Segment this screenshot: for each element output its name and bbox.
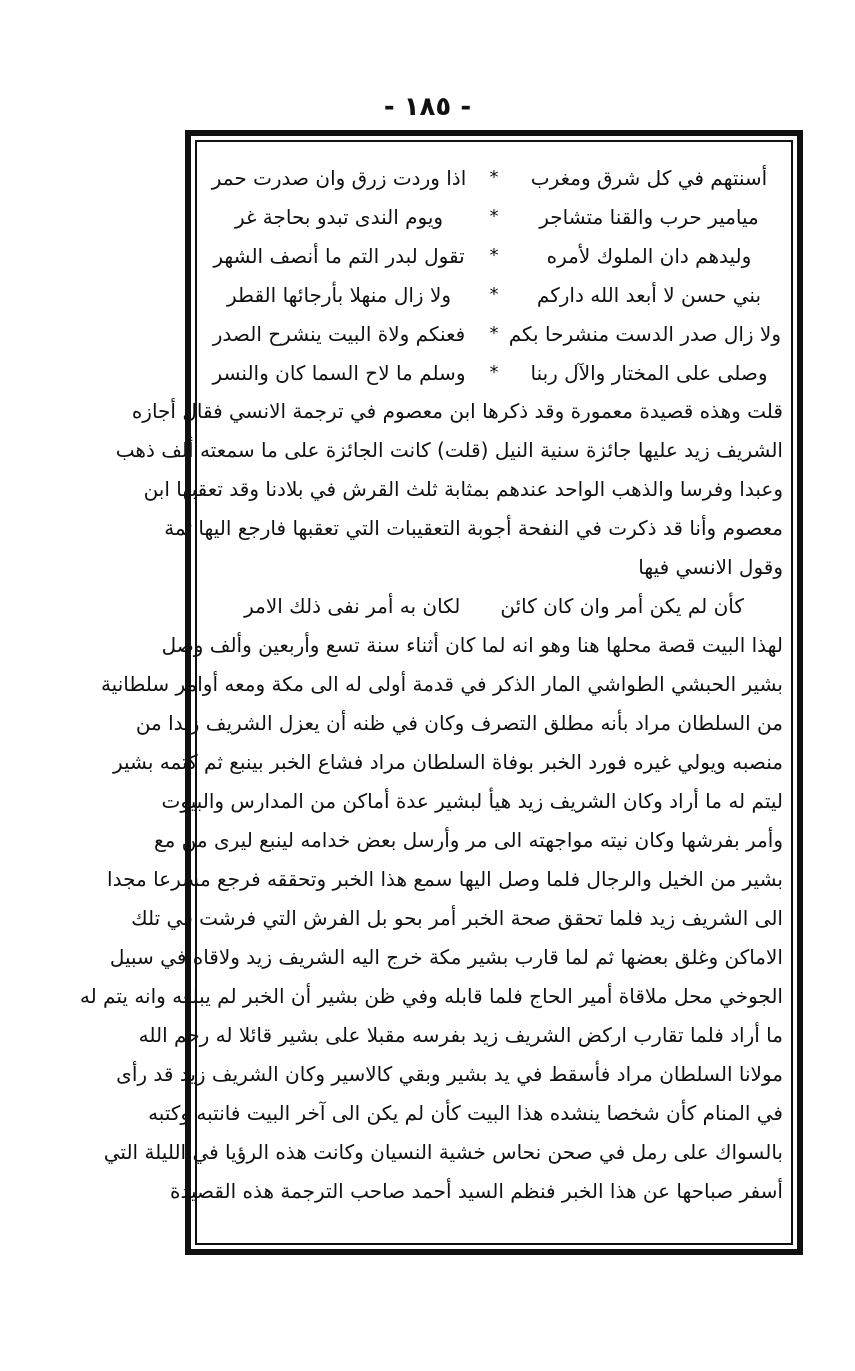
verse-separator: * [489, 206, 499, 227]
verse-separator: * [489, 362, 499, 383]
verse-second-hemistich: فعنكم ولاة البيت ينشرح الصدر [212, 321, 466, 346]
verse-first-hemistich: ميامير حرب والقنا متشاجر [539, 204, 759, 229]
verse-first-hemistich: وليدهم دان الملوك لأمره [546, 243, 752, 268]
poem-verse [201, 236, 787, 275]
prose-line: وقول الانسي فيها [638, 555, 783, 579]
poem-verse [201, 158, 787, 197]
poem-verse [201, 353, 787, 392]
poem-verse [201, 197, 787, 236]
prose-line: الشريف زيد عليها جائزة سنية النيل (قلت) كانت الجائزة على ما سمعته ألف ذهب [115, 438, 783, 462]
page-frame [79, 130, 803, 1255]
quoted-verse-first-hemistich: كأن لم يكن أمر وان كان كائن [500, 594, 744, 618]
verse-second-hemistich: اذا وردت زرق وان صدرت حمر [211, 165, 467, 190]
verse-second-hemistich: وسلم ما لاح السما كان والنسر [212, 360, 466, 385]
prose-line: ليتم له ما أراد وكان الشريف زيد هيأ لبشير عدة أماكن من المدارس والبيوت [161, 789, 783, 813]
prose-line: وعبدا وفرسا والذهب الواحد عندهم بمثابة ثلث القرش في بلادنا وقد تعقبها ابن [143, 477, 783, 501]
verse-separator: * [489, 323, 499, 344]
prose-line: في المنام كأن شخصا ينشده هذا البيت كأن لم يكن الى آخر البيت فانتبه وكتبه [148, 1101, 783, 1125]
prose-line: أسفر صباحها عن هذا الخبر فنظم السيد أحمد صاحب الترجمة هذه القصيدة [170, 1179, 783, 1203]
quoted-verse-second-hemistich: لكان به أمر نفى ذلك الامر [244, 594, 461, 618]
prose-line: منصبه ويولي غيره فورد الخبر بوفاة السلطان مراد فشاع الخبر بينبع ثم كتمه بشير [112, 750, 783, 774]
verse-separator: * [489, 284, 499, 305]
prose-line: بشير الحبشي الطواشي المار الذكر في قدمة أولى له الى مكة ومعه أوامر سلطانية [100, 672, 783, 696]
page-content [79, 158, 787, 1237]
prose-line: لهذا البيت قصة محلها هنا وهو انه لما كان أثناء سنة تسع وأربعين وألف وصل [161, 633, 783, 657]
verse-first-hemistich: وصلى على المختار والآل ربنا [530, 360, 768, 385]
page-number: - ١٨٥ - [383, 92, 472, 122]
verse-second-hemistich: تقول لبدر التم ما أنصف الشهر [213, 243, 465, 268]
prose-line: الاماكن وغلق بعضها ثم لما قارب بشير مكة خرج اليه الشريف زيد ولاقاه في سبيل [109, 945, 783, 969]
verse-first-hemistich: أسنتهم في كل شرق ومغرب [530, 165, 768, 190]
prose-line: معصوم وأنا قد ذكرت في النفحة أجوبة التعقيبات التي تعقبها فارجع اليها ثمة [164, 516, 783, 540]
poem-verse [201, 314, 787, 353]
poem-verse [201, 275, 787, 314]
quoted-verse [201, 587, 787, 626]
verse-second-hemistich: ويوم الندى تبدو بحاجة غر [234, 204, 444, 229]
prose-line: مولانا السلطان مراد فأسقط في يد بشير وبقي كالاسير وكان الشريف زيد قد رأى [116, 1062, 783, 1086]
verse-first-hemistich: ولا زال صدر الدست منشرحا بكم [508, 321, 781, 346]
verse-separator: * [489, 167, 499, 188]
verse-separator: * [489, 245, 499, 266]
prose-line: قلت وهذه قصيدة معمورة وقد ذكرها ابن معصوم في ترجمة الانسي فقال أجازه [131, 399, 783, 423]
verse-second-hemistich: ولا زال منهلا بأرجائها القطر [227, 282, 452, 307]
prose-line: ما أراد فلما تقارب اركض الشريف زيد بفرسه مقبلا على بشير قائلا له رحم الله [138, 1023, 783, 1047]
prose-line: من السلطان مراد بأنه مطلق التصرف وكان في ظنه أن يعزل الشريف زيدا من [135, 711, 783, 735]
verse-first-hemistich: بني حسن لا أبعد الله داركم [536, 282, 762, 307]
prose-line: الجوخي محل ملاقاة أمير الحاج فلما قابله وفي ظن بشير أن الخبر لم يبلغه وانه يتم له [79, 984, 783, 1008]
prose-line: بالسواك على رمل في صحن نحاس خشية النسيان وكانت هذه الرؤيا في الليلة التي [103, 1140, 783, 1164]
prose-line: الى الشريف زيد فلما تحقق صحة الخبر أمر بحو بل الفرش التي فرشت في تلك [131, 906, 783, 930]
prose-line: وأمر بفرشها وكان نيته مواجهته الى مر وأرسل بعض خدامه لينبع ليرى من مع [153, 828, 783, 852]
prose-line: بشير من الخيل والرجال فلما وصل اليها سمع هذا الخبر وتحققه فرجع مسرعا مجدا [107, 867, 783, 891]
